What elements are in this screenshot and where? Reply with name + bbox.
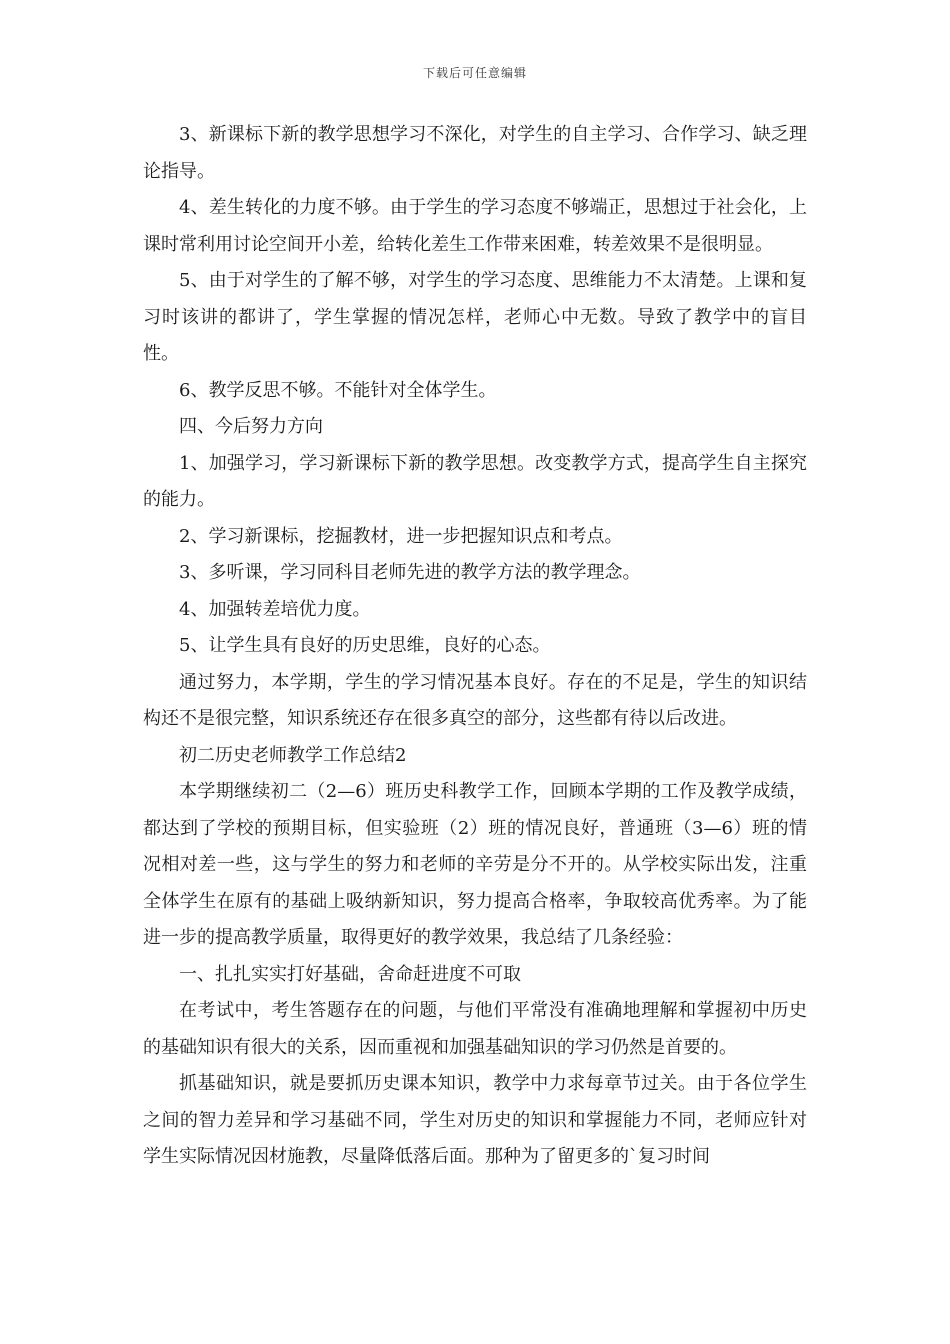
paragraph: 5、由于对学生的了解不够，对学生的学习态度、思维能力不太清楚。上课和复习时该讲的都讲了，学生掌握的情况怎样，老师心中无数。导致了教学中的盲目性。 <box>143 270 807 364</box>
paragraph: 2、学习新课标，挖掘教材，进一步把握知识点和考点。 <box>179 525 623 547</box>
document-title: 初二历史老师教学工作总结2 <box>179 744 407 766</box>
paragraph: 5、让学生具有良好的历史思维，良好的心态。 <box>179 635 551 656</box>
paragraph: 抓基础知识，就是要抓历史课本知识，教学中力求每章节过关。由于各位学生之间的智力差异和学习基础不同，学生对历史的知识和掌握能力不同，老师应针对学生实际情况因材施教，尽量降低落后面。那种为了留更多的`复习时间 <box>143 1073 807 1167</box>
section-heading: 四、今后努力方向 <box>179 416 323 437</box>
paragraph: 4、差生转化的力度不够。由于学生的学习态度不够端正，思想过于社会化，上课时常利用讨论空间开小差，给转化差生工作带来困难，转差效果不是很明显。 <box>143 197 807 255</box>
paragraph: 1、加强学习，学习新课标下新的教学思想。改变教学方式，提高学生自主探究的能力。 <box>143 452 807 510</box>
paragraph: 本学期继续初二（2—6）班历史科教学工作，回顾本学期的工作及教学成绩，都达到了学校的预期目标，但实验班（2）班的情况良好，普通班（3—6）班的情况相对差一些，这与学生的努力和老师的辛劳是分不开的。从学校实际出发，注重全体学生在原有的基础上吸纳新知识，努力提高合格率，争取较高优秀率。为了能进一步的提高教学质量，取得更好的教学效果，我总结了几条经验： <box>143 781 807 948</box>
page-header: 下载后可任意编辑 <box>422 66 527 80</box>
section-heading: 一、扎扎实实打好基础，舍命赶进度不可取 <box>179 963 521 985</box>
paragraph: 6、教学反思不够。不能针对全体学生。 <box>179 379 497 401</box>
paragraph: 在考试中，考生答题存在的问题，与他们平常没有准确地理解和掌握初中历史的基础知识有很大的关系，因而重视和加强基础知识的学习仍然是首要的。 <box>143 1000 807 1058</box>
paragraph: 通过努力，本学期，学生的学习情况基本良好。存在的不足是，学生的知识结构还不是很完整，知识系统还存在很多真空的部分，这些都有待以后改进。 <box>143 671 807 729</box>
document-body <box>143 117 807 1176</box>
paragraph: 4、加强转差培优力度。 <box>179 598 371 620</box>
paragraph: 3、新课标下新的教学思想学习不深化，对学生的自主学习、合作学习、缺乏理论指导。 <box>143 124 807 182</box>
paragraph: 3、多听课，学习同科目老师先进的教学方法的教学理念。 <box>179 562 641 583</box>
